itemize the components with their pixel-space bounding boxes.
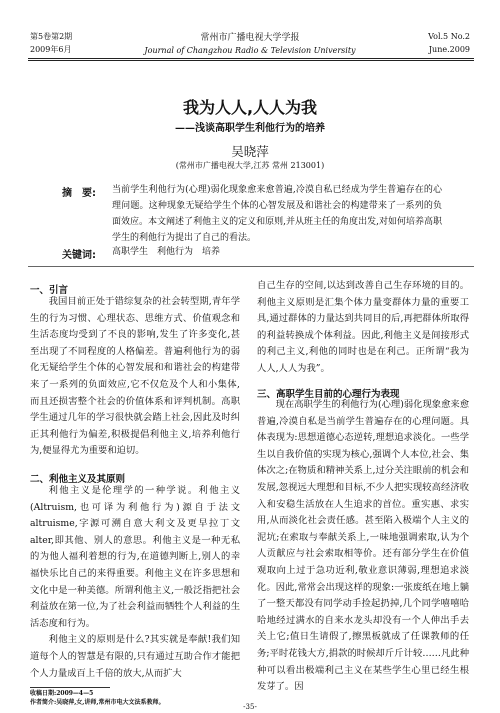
- right-text-2: 现在高职学生的利他行为(心理)弱化现象愈来愈普遍,冷漠自私是当前学生普遍存在的心理问题。具体表现为:思想道德心态逆转,理想追求淡化。一些学生以自我价值的实现为核心,强调个人本位,社会、集体次之;在物质和精神关系上,过分关注眼前的机会和发展,忽视远大理想和目标,不少人把实现较高经济收入和安稳生活放在人生追求的首位。重实惠、求实用,从而淡化社会责任感。甚至陷入极端个人主义的泥坑;在索取与奉献关系上,一味地强调索取,认为个人贡献应与社会索取相等价。还有部分学生在价值观取向上过于急功近利,敬业意识薄弱,理想追求淡化。因此,常常会出现这样的现象:一张废纸在地上躺了一整天都没有同学动手捡起扔掉,几个同学嘻嘻哈哈地经过满水的自来水龙头却没有一个人伸出手去关上它;值日生请假了,擦黑板就成了任课教师的任务;平时花钱大方,捐款的时候却斤斤计较……凡此种种可以看出极端利己主义在某些学生心里已经生根发芽了。因: [257, 399, 469, 693]
- keywords-label: 关键词:: [62, 250, 96, 261]
- keywords-text: 高职学生 利他行为 培养: [112, 247, 221, 257]
- abstract-text: 当前学生利他行为(心理)弱化现象愈来愈普遍,冷漠自私已经成为学生普遍存在的心理问题。这种现象无疑给学生个体的心智发展及和谐社会的构建带来了一系列的负面效应。本文阐述了利他主义的定义和原则,并从班主任的角度出发,对如何培养高职学生的利他行为提出了自己的看法。: [112, 185, 442, 243]
- author-affiliation: (常州市广播电视大学,江苏 常州 213001): [175, 161, 325, 170]
- article-title: 我为人人,人人为我: [182, 98, 318, 117]
- intro-text: 我国目前正处于错综复杂的社会转型期,青年学生的行为习惯、心理状态、思维方式、价值观念和生活态度均受到了不良的影响,发生了许多变化,甚至出现了不同程度的人格偏差。普遍利他行为的弱化无疑给学生个体的心智发展和和谐社会的构建带来了一系列的负面效应,它不仅危及个人和小集体,而且还损害整个社会的价值体系和评判机制。高职学生通过几年的学习很快就会踏上社会,因此及时纠正其利他行为偏差,积极提倡利他主义,培养利他行为,便显得尤为重要和迫切。: [30, 296, 240, 457]
- section-heading-intro: 一、引言: [30, 285, 69, 296]
- issue-right: Vol.5 No.2: [428, 32, 470, 41]
- intro-paragraph: [30, 294, 240, 460]
- date-right: June.2009: [428, 45, 470, 54]
- author-bio: 作者简介:吴晓萍,女,讲师,常州市电大文法系教师。: [30, 699, 165, 706]
- header-rule-thin: [28, 60, 474, 61]
- section-heading-problems: 三、高职学生目前的心理行为表现: [257, 389, 400, 400]
- section-heading-altruism: 二、利他主义及其原则: [30, 474, 126, 485]
- altruism-text-2: 利他主义的原则是什么?其实就是奉献!我们知道每个人的智慧是有限的,只有通过互助合作才能把个人力量成百上千倍的放大,从而扩大: [30, 634, 240, 679]
- journal-title-en: Journal of Changzhou Radio & Television University: [144, 46, 356, 55]
- date-left: 2009年6月: [30, 45, 72, 54]
- footnote-rule: [30, 687, 110, 688]
- received-date: 收稿日期:2009—4—5: [30, 690, 94, 697]
- right-text-1: 自己生存的空间,以达到改善自己生存环境的目的。利他主义原则是汇集个体力量变群体力量的重要工具,通过群体的力量达到共同目的后,再把群体所取得的利益转换成个体利益。因此,利他主义是间接形式的利己主义,利他的同时也是在利己。正所谓“我为人人,人人为我”。: [257, 280, 469, 374]
- altruism-text-1: 利他主义是伦理学的一种学说。利他主义(Altruism,也可译为利他行为)源自于法文altruisme,字源可溯自意大利文及更早拉丁文alter,即其他、别人的意思。利他主义是一种无私的为他人福利着想的行为,在道德判断上,别人的幸福快乐比自己的来得重要。利他主义在许多思想和文化中是一种美德。所谓利他主义,一般泛指把社会利益放在第一位,为了社会利益而牺牲个人利益的生活态度和行为。: [30, 485, 240, 629]
- abstract-rule: [28, 266, 474, 267]
- abstract-label: 摘 要:: [62, 188, 96, 199]
- page-number: -35-: [243, 703, 257, 711]
- journal-title-cn: 常州市广播电视大学学报: [200, 33, 300, 43]
- altruism-paragraphs: [30, 483, 240, 685]
- right-paragraph-1: [257, 278, 469, 378]
- issue-left: 第5卷第2期: [30, 32, 73, 41]
- header-rule: [28, 58, 474, 59]
- author-name: 吴晓萍: [231, 144, 269, 159]
- article-subtitle: ——浅谈高职学生利他行为的培养: [175, 123, 325, 134]
- right-paragraph-2: [257, 397, 469, 693]
